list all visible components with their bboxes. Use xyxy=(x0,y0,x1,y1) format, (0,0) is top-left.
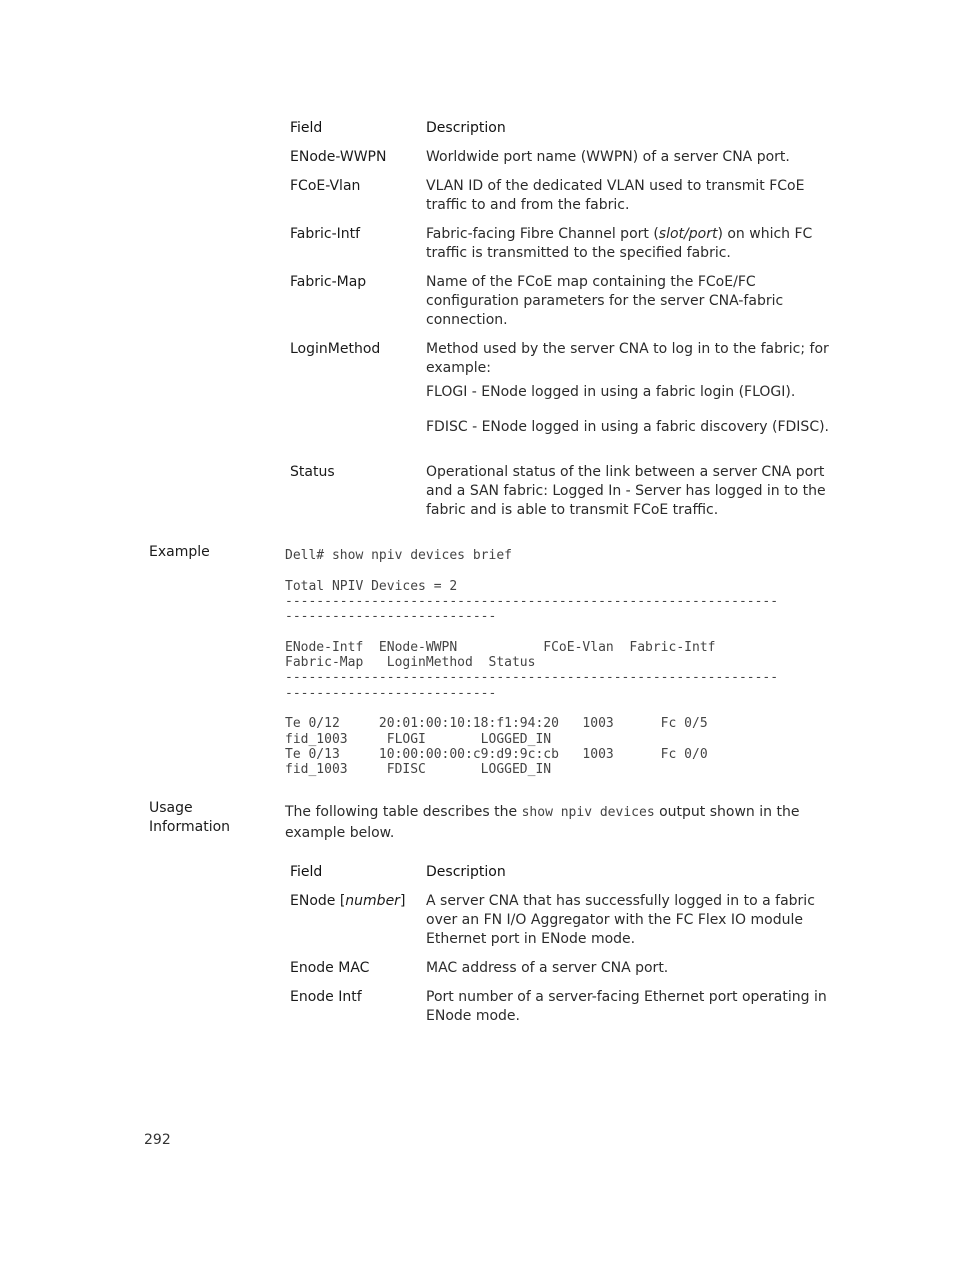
table-row xyxy=(290,340,830,463)
table-header-row xyxy=(290,863,830,892)
code-line: --------------------------- xyxy=(285,609,497,625)
description-fdisc: FDISC - ENode logged in using a fabric discovery (FDISC). xyxy=(426,419,830,435)
field-description: A server CNA that has successfully logged in to a fabric over an FN I/O Aggregator with the FC Flex IO module Ethernet port in ENode mode. xyxy=(426,893,815,947)
code-line: --------------------------------------------------------------- xyxy=(285,593,779,609)
field-name xyxy=(290,892,426,959)
code-line xyxy=(285,563,845,578)
table-row xyxy=(290,225,830,273)
field-description-table-enode xyxy=(290,863,830,1036)
code-line: fid_1003 FDISC LOGGED_IN xyxy=(285,762,552,778)
usage-label-line: Usage xyxy=(149,800,193,816)
usage-text: The following table describes the xyxy=(285,804,522,820)
description-italic: slot/port xyxy=(658,226,718,242)
table-header-description: Description xyxy=(426,120,506,136)
example-code-block xyxy=(285,548,845,777)
description-flogi: FLOGI - ENode logged in using a fabric login (FLOGI). xyxy=(426,384,796,400)
usage-command: show npiv devices xyxy=(521,805,655,820)
table-row xyxy=(290,463,830,530)
field-description: Port number of a server-facing Ethernet port operating in ENode mode. xyxy=(426,989,827,1024)
description-text: Method used by the server CNA to log in to the fabric; for example: xyxy=(426,341,829,376)
field-description xyxy=(426,340,830,463)
field-name: Fabric-Intf xyxy=(290,226,361,242)
field-text: ] xyxy=(399,893,406,909)
field-name: Fabric-Map xyxy=(290,274,367,290)
field-description: Operational status of the link between a server CNA port and a SAN fabric: Logged In - Server has logged in to the fabric and is able to transmit FCoE traffic. xyxy=(426,464,826,518)
description-text: Fabric-facing Fibre Channel port ( xyxy=(426,226,659,242)
description-text: ) on which FC traffic is transmitted to the specified fabric. xyxy=(426,226,813,261)
code-line: fid_1003 FLOGI LOGGED_IN xyxy=(285,731,552,747)
table-row xyxy=(290,177,830,225)
table-header-field: Field xyxy=(290,864,323,880)
field-name: Enode MAC xyxy=(290,960,370,976)
field-text: ENode [ xyxy=(290,893,346,909)
code-line: Dell# show npiv devices brief xyxy=(285,548,512,563)
field-italic: number xyxy=(345,893,400,909)
table-row xyxy=(290,988,830,1036)
code-line: --------------------------------------------------------------- xyxy=(285,670,779,686)
code-line: ENode-Intf ENode-WWPN FCoE-Vlan Fabric-Intf xyxy=(285,639,716,655)
code-line: Total NPIV Devices = 2 xyxy=(285,578,458,594)
field-name: ENode-WWPN xyxy=(290,149,387,165)
page-number: 292 xyxy=(144,1132,171,1148)
usage-description xyxy=(285,802,830,843)
usage-label-line: Information xyxy=(149,819,231,835)
table-row xyxy=(290,148,830,177)
table-row xyxy=(290,892,830,959)
usage-text: output shown in the example below. xyxy=(285,804,800,841)
field-description: Name of the FCoE map containing the FCoE/FC configuration parameters for the server CNA-fabric connection. xyxy=(426,274,784,328)
field-description xyxy=(426,225,830,273)
code-line: Fabric-Map LoginMethod Status xyxy=(285,655,536,671)
code-line xyxy=(285,701,845,716)
code-line: --------------------------- xyxy=(285,685,497,701)
field-name: LoginMethod xyxy=(290,341,381,357)
table-header-description: Description xyxy=(426,864,506,880)
usage-information-label xyxy=(149,799,230,837)
table-row xyxy=(290,959,830,988)
field-name: Enode Intf xyxy=(290,989,362,1005)
table-header-field: Field xyxy=(290,120,323,136)
table-header-row xyxy=(290,119,830,148)
field-description: MAC address of a server CNA port. xyxy=(426,960,669,976)
code-line xyxy=(285,624,845,639)
example-label: Example xyxy=(149,544,210,560)
code-line: Te 0/13 10:00:00:00:c9:d9:9c:cb 1003 Fc 0/0 xyxy=(285,746,708,762)
field-name: Status xyxy=(290,464,335,480)
field-description: VLAN ID of the dedicated VLAN used to transmit FCoE traffic to and from the fabric. xyxy=(426,178,805,213)
field-description: Worldwide port name (WWPN) of a server CNA port. xyxy=(426,149,790,165)
table-row xyxy=(290,273,830,340)
code-line: Te 0/12 20:01:00:10:18:f1:94:20 1003 Fc 0/5 xyxy=(285,716,708,732)
field-name: FCoE-Vlan xyxy=(290,178,361,194)
field-description-table-npiv xyxy=(290,119,830,530)
